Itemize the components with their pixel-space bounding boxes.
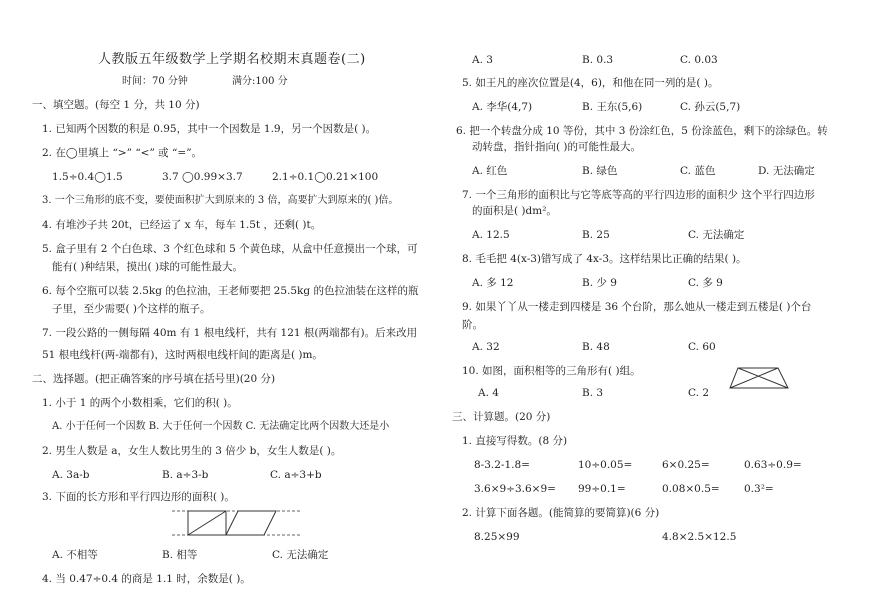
question-1-6-line2: 子里，至少需要( )个这样的瓶子。 (52, 303, 211, 315)
choice-2-4-option-a: A. 3 (472, 54, 493, 66)
choice-2-7-option-a: A. 12.5 (472, 229, 510, 241)
choice-2-7-option-b: B. 25 (582, 229, 610, 241)
calc-3-2-item-a: 8.25×99 (474, 531, 520, 543)
choice-2-4: 4. 当 0.47÷0.4 的商是 1.1 时，余数是( )。 (42, 573, 251, 585)
question-1-5-line2: 能有( )种结果，摸出( )球的可能性最大。 (52, 261, 244, 273)
trapezoid-figure (728, 366, 790, 392)
exam-title: 人教版五年级数学上学期名校期末真题卷(二) (98, 52, 366, 67)
exam-full-marks: 满分:100 分 (232, 76, 288, 87)
choice-2-9-line2: 阶。 (462, 319, 483, 331)
choice-2-6-line2: 动转盘，指针指向( )的可能性最大。 (472, 141, 642, 153)
choice-2-10-option-c: C. 2 (688, 387, 710, 399)
choice-2-5: 5. 如王凡的座次位置是(4，6)，和他在同一列的是( )。 (462, 77, 719, 89)
calc-item: 0.3²= (744, 483, 774, 495)
choice-2-8-option-c: C. 多 9 (688, 277, 723, 289)
choice-2-6-line1: 6. 把一个转盘分成 10 等份，其中 3 份涂红色，5 份涂蓝色，剩下的涂绿色。转 (456, 125, 828, 137)
choice-2-1: 1. 小于 1 的两个小数相乘，它们的积( )。 (42, 397, 238, 409)
choice-2-7-line1: 7. 一个三角形的面积比与它等底等高的平行四边形的面积少 这个平行四边形 (462, 189, 815, 201)
choice-2-6-option-b: B. 绿色 (582, 165, 618, 177)
question-1-6-line1: 6. 每个空瓶可以装 2.5kg 的色拉油，王老师要把 25.5kg 的色拉油装在这样的瓶 (42, 285, 419, 297)
calc-3-2: 2. 计算下面各题。(能简算的要简算)(6 分) (462, 507, 660, 519)
question-1-2: 2. 在◯里填上 “>” “<” 或 “=”。 (42, 147, 203, 159)
question-1-2a: 1.5÷0.4◯1.5 (52, 171, 123, 183)
exam-time: 时间：70 分钟 (122, 76, 188, 87)
choice-2-2-option-a: A. 3a-b (52, 469, 90, 481)
choice-2-3-option-b: B. 相等 (162, 549, 198, 561)
question-1-7-line2: 51 根电线杆(两-端都有)，这时两根电线杆间的距离是( )m。 (42, 349, 323, 361)
choice-2-5-option-a: A. 李华(4,7) (472, 101, 533, 113)
choice-2-2-option-b: B. a÷3-b (162, 469, 209, 481)
calc-3-2-item-b: 4.8×2.5×12.5 (662, 531, 737, 543)
choice-2-8: 8. 毛毛把 4(x-3)错写成了 4x-3。这样结果比正确的结果( )。 (462, 253, 747, 265)
calc-item: 10÷0.05= (578, 459, 633, 471)
choice-2-6-option-a: A. 红色 (472, 165, 508, 177)
choice-2-3-option-a: A. 不相等 (52, 549, 98, 561)
calc-item: 8-3.2-1.8= (474, 459, 530, 471)
question-1-3: 3. 一个三角形的底不变，要使面积扩大到原来的 3 倍，高要扩大到原来的( )倍。 (42, 195, 399, 206)
section-2-heading: 二、选择题。(把正确答案的序号填在括号里)(20 分) (32, 373, 276, 385)
choice-2-9-option-a: A. 32 (472, 341, 500, 353)
calc-item: 99÷0.1= (578, 483, 626, 495)
question-1-5-line1: 5. 盒子里有 2 个白色球、3 个红色球和 5 个黄色球，从盒中任意摸出一个球，可 (42, 243, 418, 255)
question-1-1: 1. 已知两个因数的积是 0.95，其中一个因数是 1.9，另一个因数是( )。 (42, 123, 377, 135)
choice-2-4-option-b: B. 0.3 (582, 54, 614, 66)
choice-2-3-option-c: C. 无法确定 (272, 549, 329, 561)
choice-2-8-option-b: B. 少 9 (582, 277, 617, 289)
choice-2-6-option-c: C. 蓝色 (680, 165, 716, 177)
choice-2-10: 10. 如图，面积相等的三角形有( )组。 (462, 365, 641, 377)
section-1-heading: 一、填空题。(每空 1 分，共 10 分) (32, 99, 200, 111)
question-1-4: 4. 有堆沙子共 20t，已经运了 x 车，每车 1.5t ，还剩( )t。 (42, 219, 322, 231)
choice-2-7-option-c: C. 无法确定 (688, 229, 745, 241)
choice-2-6-option-d: D. 无法确定 (758, 165, 815, 177)
choice-2-9-line1: 9. 如果丫丫从一楼走到四楼是 36 个台阶，那么她从一楼走到五楼是( )个台 (462, 301, 812, 313)
section-3-heading: 三、计算题。(20 分) (452, 411, 551, 423)
calc-item: 6×0.25= (662, 459, 710, 471)
choice-2-9-option-c: C. 60 (688, 341, 716, 353)
choice-2-1-options: A. 小于任何一个因数 B. 大于任何一个因数 C. 无法确定比两个因数大还是小 (52, 421, 390, 432)
calc-3-1: 1. 直接写得数。(8 分) (462, 435, 568, 447)
choice-2-4-option-c: C. 0.03 (680, 54, 718, 66)
choice-2-10-option-b: B. 3 (582, 387, 604, 399)
choice-2-9-option-b: B. 48 (582, 341, 610, 353)
choice-2-7-line2: 的面积是( )dm²。 (472, 205, 557, 217)
choice-2-5-option-c: C. 孙云(5,7) (680, 101, 741, 113)
choice-2-2-option-c: C. a÷3+b (270, 469, 322, 481)
calc-item: 0.08×0.5= (662, 483, 720, 495)
choice-2-10-option-a: A. 4 (478, 387, 499, 399)
question-1-7-line1: 7. 一段公路的一侧每隔 40m 有 1 根电线杆，共有 121 根(两端都有)。后来改用 (42, 327, 418, 339)
rectangle-parallelogram-figure (172, 508, 302, 538)
choice-2-5-option-b: B. 王东(5,6) (582, 101, 643, 113)
question-1-2c: 2.1÷0.1◯0.21×100 (272, 171, 379, 183)
calc-item: 3.6×9÷3.6×9= (474, 483, 556, 495)
choice-2-8-option-a: A. 多 12 (472, 277, 514, 289)
question-1-2b: 3.7 ◯0.99×3.7 (162, 171, 243, 183)
calc-item: 0.63÷0.9= (744, 459, 802, 471)
choice-2-2: 2. 男生人数是 a，女生人数比男生的 3 倍少 b，女生人数是( )。 (42, 445, 342, 457)
choice-2-3: 3. 下面的长方形和平行四边形的面积( )。 (42, 491, 235, 503)
